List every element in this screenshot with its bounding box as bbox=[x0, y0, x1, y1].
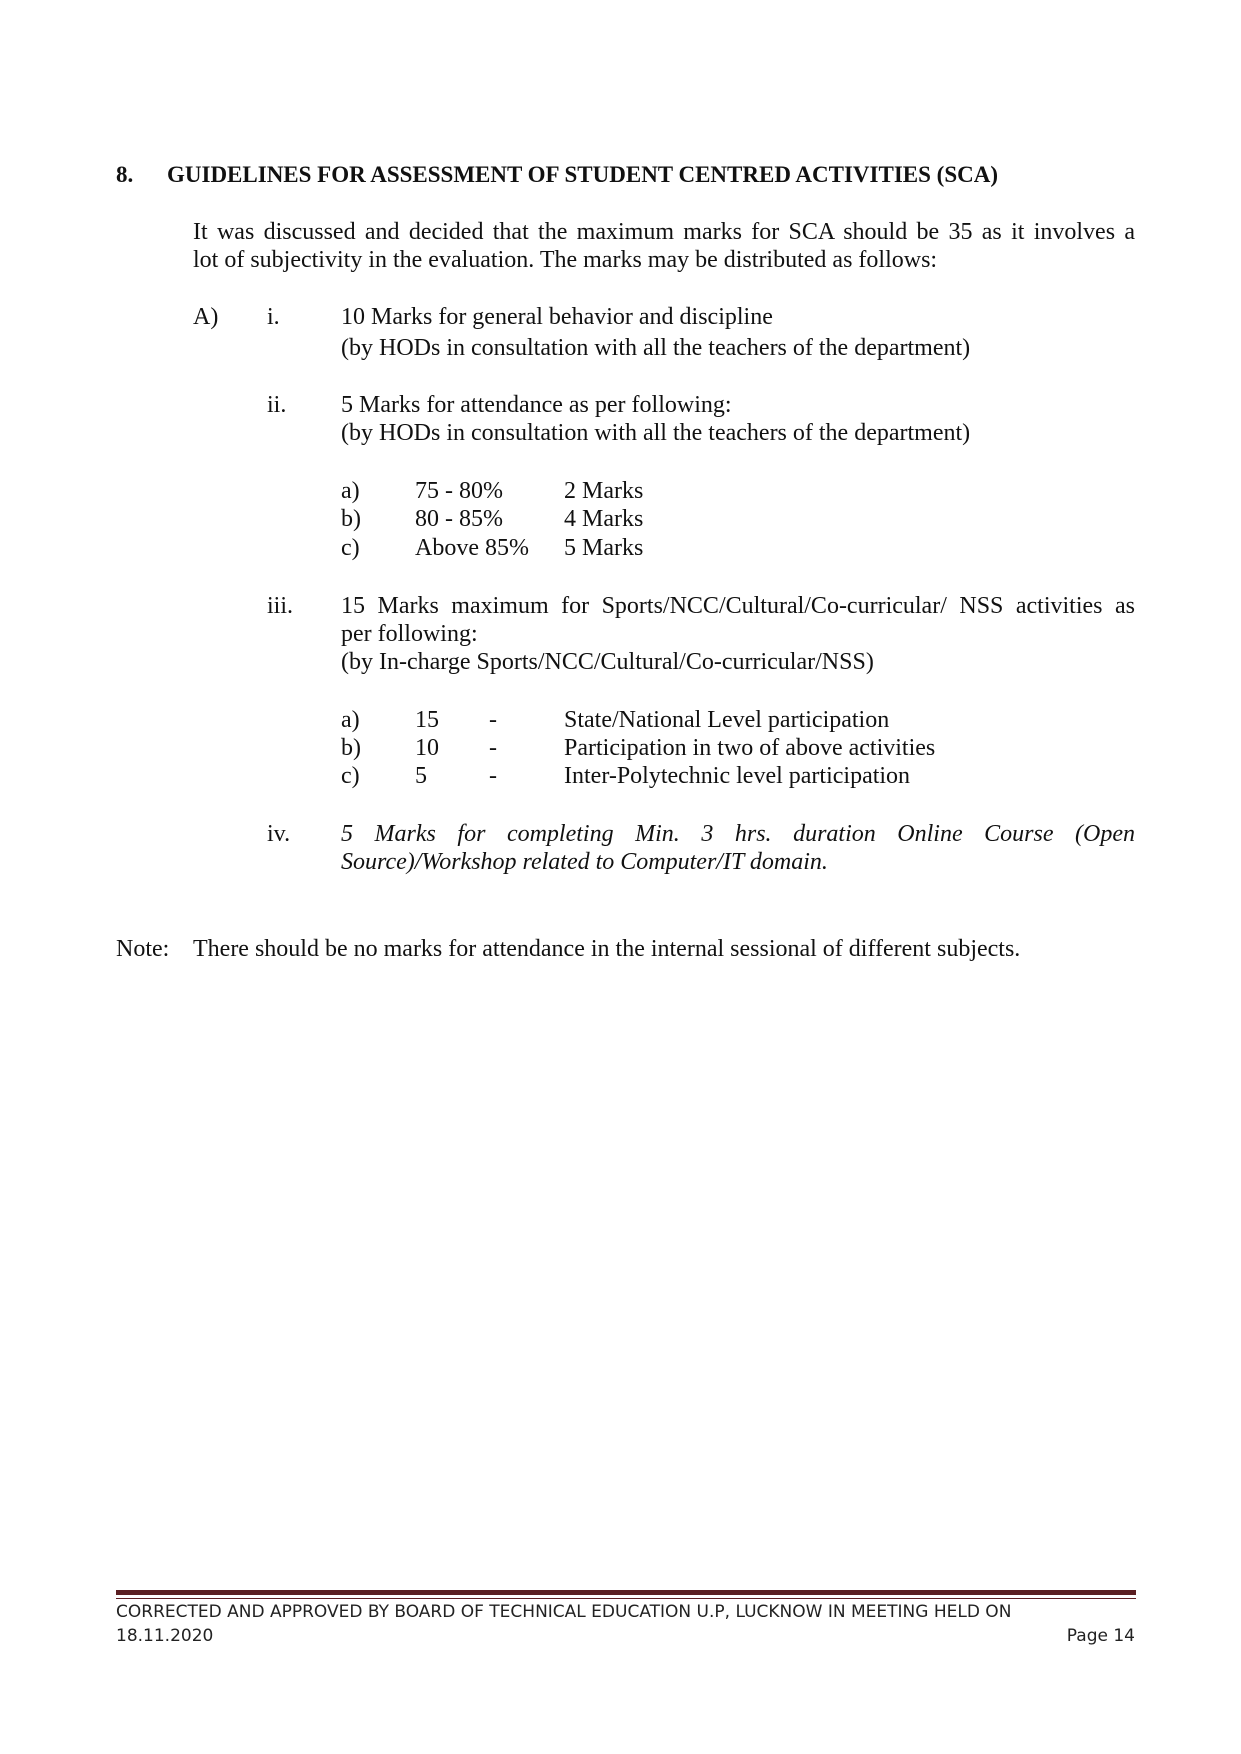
item-text: Source)/Workshop related to Computer/IT domain. bbox=[341, 849, 828, 875]
sub-label: a) bbox=[341, 707, 360, 733]
item-text: 5 Marks for attendance as per following: bbox=[341, 392, 732, 418]
item-number: ii. bbox=[267, 392, 287, 418]
sub-label: a) bbox=[341, 478, 360, 504]
item-text: (by In-charge Sports/NCC/Cultural/Co-curricular/NSS) bbox=[341, 649, 874, 675]
activity-description: State/National Level participation bbox=[564, 707, 890, 733]
sub-label: c) bbox=[341, 763, 360, 789]
footer-rule-thin bbox=[116, 1598, 1136, 1599]
sub-label: b) bbox=[341, 506, 361, 532]
note-text: There should be no marks for attendance in the internal sessional of different subjects. bbox=[193, 936, 1021, 962]
activity-description: Participation in two of above activities bbox=[564, 735, 936, 761]
attendance-marks: 2 Marks bbox=[564, 478, 644, 504]
attendance-range: 80 - 85% bbox=[415, 506, 503, 532]
item-number: iv. bbox=[267, 821, 291, 847]
intro-line-1: It was discussed and decided that the maximum marks for SCA should be 35 as it involves a bbox=[193, 219, 1135, 245]
section-number: 8. bbox=[116, 162, 134, 187]
item-text: 10 Marks for general behavior and discipline bbox=[341, 304, 773, 330]
sub-label: b) bbox=[341, 735, 361, 761]
item-text: (by HODs in consultation with all the teachers of the department) bbox=[341, 335, 971, 361]
item-text: 15 Marks maximum for Sports/NCC/Cultural/Co-curricular/ NSS activities as bbox=[341, 593, 1135, 619]
sub-label: c) bbox=[341, 535, 360, 561]
part-label: A) bbox=[193, 304, 219, 330]
activity-marks: 5 bbox=[415, 763, 427, 789]
activity-marks: 15 bbox=[415, 707, 439, 733]
item-text: (by HODs in consultation with all the teachers of the department) bbox=[341, 420, 971, 446]
activity-description: Inter-Polytechnic level participation bbox=[564, 763, 911, 789]
footer-approval-text: CORRECTED AND APPROVED BY BOARD OF TECHNICAL EDUCATION U.P, LUCKNOW IN MEETING HELD ON bbox=[116, 1602, 1012, 1622]
attendance-marks: 4 Marks bbox=[564, 506, 644, 532]
footer-page-number: Page 14 bbox=[1066, 1626, 1135, 1646]
activity-dash: - bbox=[489, 735, 497, 761]
item-text: per following: bbox=[341, 621, 478, 647]
footer-rule-thick bbox=[116, 1590, 1136, 1595]
note-label: Note: bbox=[116, 936, 170, 962]
intro-line-2: lot of subjectivity in the evaluation. The marks may be distributed as follows: bbox=[193, 247, 938, 273]
activity-marks: 10 bbox=[415, 735, 439, 761]
footer-date: 18.11.2020 bbox=[116, 1626, 214, 1646]
activity-dash: - bbox=[489, 763, 497, 789]
attendance-marks: 5 Marks bbox=[564, 535, 644, 561]
activity-dash: - bbox=[489, 707, 497, 733]
section-title: GUIDELINES FOR ASSESSMENT OF STUDENT CENTRED ACTIVITIES (SCA) bbox=[167, 162, 998, 187]
item-number: iii. bbox=[267, 593, 294, 619]
attendance-range: 75 - 80% bbox=[415, 478, 503, 504]
item-text: 5 Marks for completing Min. 3 hrs. duration Online Course (Open bbox=[341, 821, 1135, 847]
attendance-range: Above 85% bbox=[415, 535, 529, 561]
item-number: i. bbox=[267, 304, 280, 330]
